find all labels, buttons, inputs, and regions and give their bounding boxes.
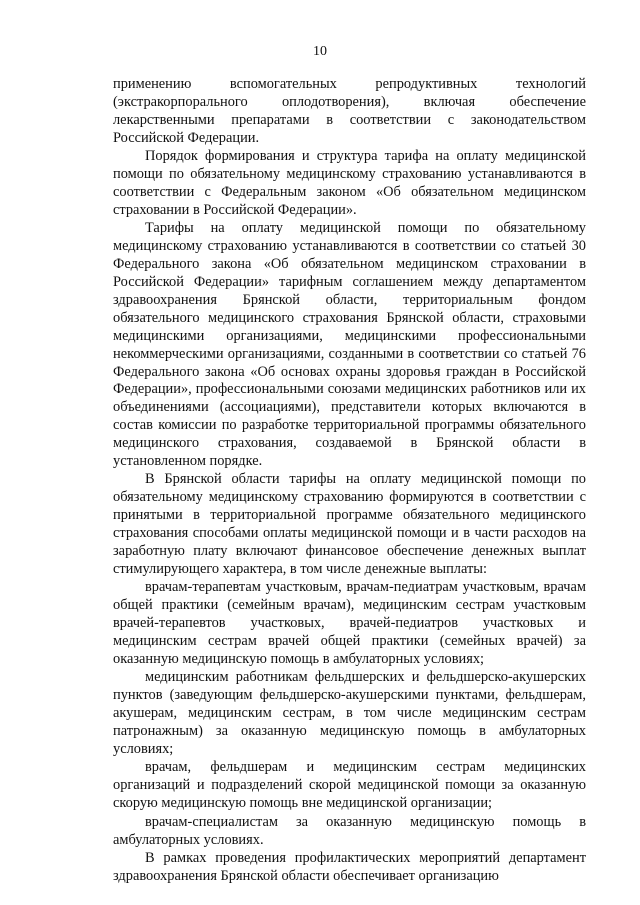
list-item-specialists: врачам-специалистам за оказанную медицинскую помощь в амбулаторных условиях. bbox=[113, 813, 586, 848]
paragraph-incentive-payments: В Брянской области тарифы на оплату медицинской помощи по обязательному медицинскому страхованию формируются в соответствии с принятыми в территориальной программе обязательного медицинского страхования способами оплаты медицинской помощи и в части расходов на заработную плату включают финансовое обеспечение денежных выплат стимулирующего характера, в том числе денежные выплаты: bbox=[113, 471, 586, 577]
body-text bbox=[113, 76, 586, 886]
list-item-district-doctors: врачам-терапевтам участковым, врачам-педиатрам участковым, врачам общей практики (семейным врачам), медицинским сестрам участковым врачей-терапевтов участковых, врачей-педиатров участковых и медицинским сестрам врачей общей практики (семейных врачей) за оказанную медицинскую помощь в амбулаторных условиях; bbox=[113, 579, 586, 667]
paragraph-art-technologies: применению вспомогательных репродуктивных технологий (экстракорпорального оплодотворения), включая обеспечение лекарственными препаратами в соответствии с законодательством Российской Федерации. bbox=[113, 76, 586, 146]
page-number: 10 bbox=[313, 44, 327, 59]
paragraph-preventive-measures: В рамках проведения профилактических мероприятий департамент здравоохранения Брянской области обеспечивает организацию bbox=[113, 849, 586, 884]
paragraph-tariff-agreement: Тарифы на оплату медицинской помощи по обязательному медицинскому страхованию устанавливаются в соответствии со статьей 30 Федерального закона «Об обязательном медицинском страховании в Российской Федерации» тарифным соглашением между департаментом здравоохранения Брянской области, территориальным фондом обязательного медицинского страхования Брянской области, страховыми медицинскими организациями, медицинскими профессиональными некоммерческими организациями, созданными в соответствии со статьей 76 Федерального закона «Об основах охраны здоровья граждан в Российской Федерации», профессиональными союзами медицинских работников или их объединениями (ассоциациями), представители которых включаются в состав комиссии по разработке территориальной программы обязательного медицинского страхования, создаваемой в Брянской области в установленном порядке. bbox=[113, 220, 586, 470]
list-item-feldsher-points: медицинским работникам фельдшерских и фельдшерско-акушерских пунктов (заведующим фельдшерско-акушерскими пунктами, фельдшерам, акушерам, медицинским сестрам, в том числе медицинским сестрам патронажным) за оказанную медицинскую помощь в амбулаторных условиях; bbox=[113, 669, 586, 758]
paragraph-tariff-procedure: Порядок формирования и структура тарифа на оплату медицинской помощи по обязательному медицинскому страхованию устанавливаются в соответствии с Федеральным законом «Об обязательном медицинском страховании в Российской Федерации». bbox=[113, 148, 586, 218]
list-item-ambulance-staff: врачам, фельдшерам и медицинским сестрам медицинских организаций и подразделений скорой медицинской помощи за оказанную скорую медицинскую помощь вне медицинской организации; bbox=[113, 759, 586, 812]
